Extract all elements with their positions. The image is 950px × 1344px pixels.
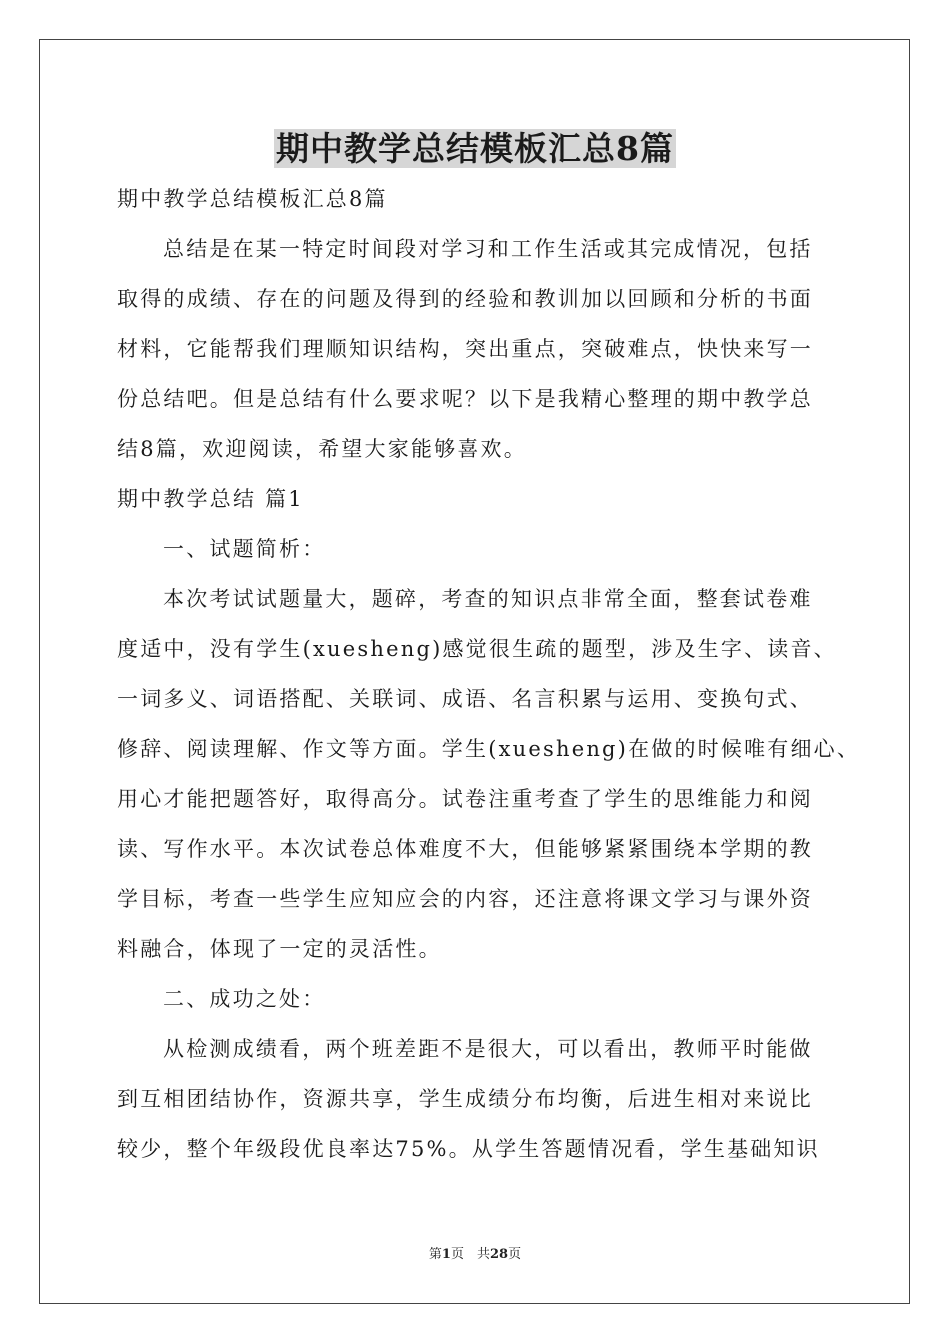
- footer-total-pages: 28: [489, 1247, 509, 1262]
- footer-suffix: 页: [508, 1247, 522, 1262]
- text-line: 期中教学总结模板汇总8篇: [117, 187, 388, 211]
- footer-prefix: 第: [428, 1247, 442, 1262]
- text-line: 总结是在某一特定时间段对学习和工作生活或其完成情况，包括: [163, 237, 813, 261]
- text-line: 结8篇，欢迎阅读，希望大家能够喜欢。: [117, 437, 527, 461]
- text-line: 一词多义、词语搭配、关联词、成语、名言积累与运用、变换句式、: [117, 687, 813, 711]
- text-line: 读、写作水平。本次试卷总体难度不大，但能够紧紧围绕本学期的教: [117, 837, 813, 861]
- text-line: 本次考试试题量大，题碎，考查的知识点非常全面，整套试卷难: [163, 587, 813, 611]
- footer-mid: 页 共: [450, 1247, 490, 1262]
- document-title: [0, 124, 950, 174]
- text-line: 期中教学总结 篇1: [117, 487, 304, 511]
- text-line: 学目标，考查一些学生应知应会的内容，还注意将课文学习与课外资: [117, 887, 813, 911]
- text-line: 从检测成绩看，两个班差距不是很大，可以看出，教师平时能做: [163, 1037, 813, 1061]
- footer-current-page: 1: [441, 1247, 451, 1262]
- text-line: 修辞、阅读理解、作文等方面。学生(xuesheng)在做的时候唯有细心、: [117, 737, 861, 761]
- document-title-text: 期中教学总结模板汇总8篇: [276, 129, 674, 168]
- text-line: 到互相团结协作，资源共享，学生成绩分布均衡，后进生相对来说比: [117, 1087, 813, 1111]
- text-line: 较少，整个年级段优良率达75%。从学生答题情况看，学生基础知识: [117, 1137, 820, 1161]
- text-line: 一、试题简析：: [163, 537, 326, 561]
- text-line: 材料，它能帮我们理顺知识结构，突出重点，突破难点，快快来写一: [117, 337, 813, 361]
- page-footer: [0, 1245, 950, 1265]
- text-line: 料融合，体现了一定的灵活性。: [117, 937, 442, 961]
- text-line: 份总结吧。但是总结有什么要求呢？以下是我精心整理的期中教学总: [117, 387, 813, 411]
- document-body: [117, 174, 861, 1174]
- text-line: 二、成功之处：: [163, 987, 326, 1011]
- text-line: 取得的成绩、存在的问题及得到的经验和教训加以回顾和分析的书面: [117, 287, 813, 311]
- text-line: 用心才能把题答好，取得高分。试卷注重考查了学生的思维能力和阅: [117, 787, 813, 811]
- text-line: 度适中，没有学生(xuesheng)感觉很生疏的题型，涉及生字、读音、: [117, 637, 837, 661]
